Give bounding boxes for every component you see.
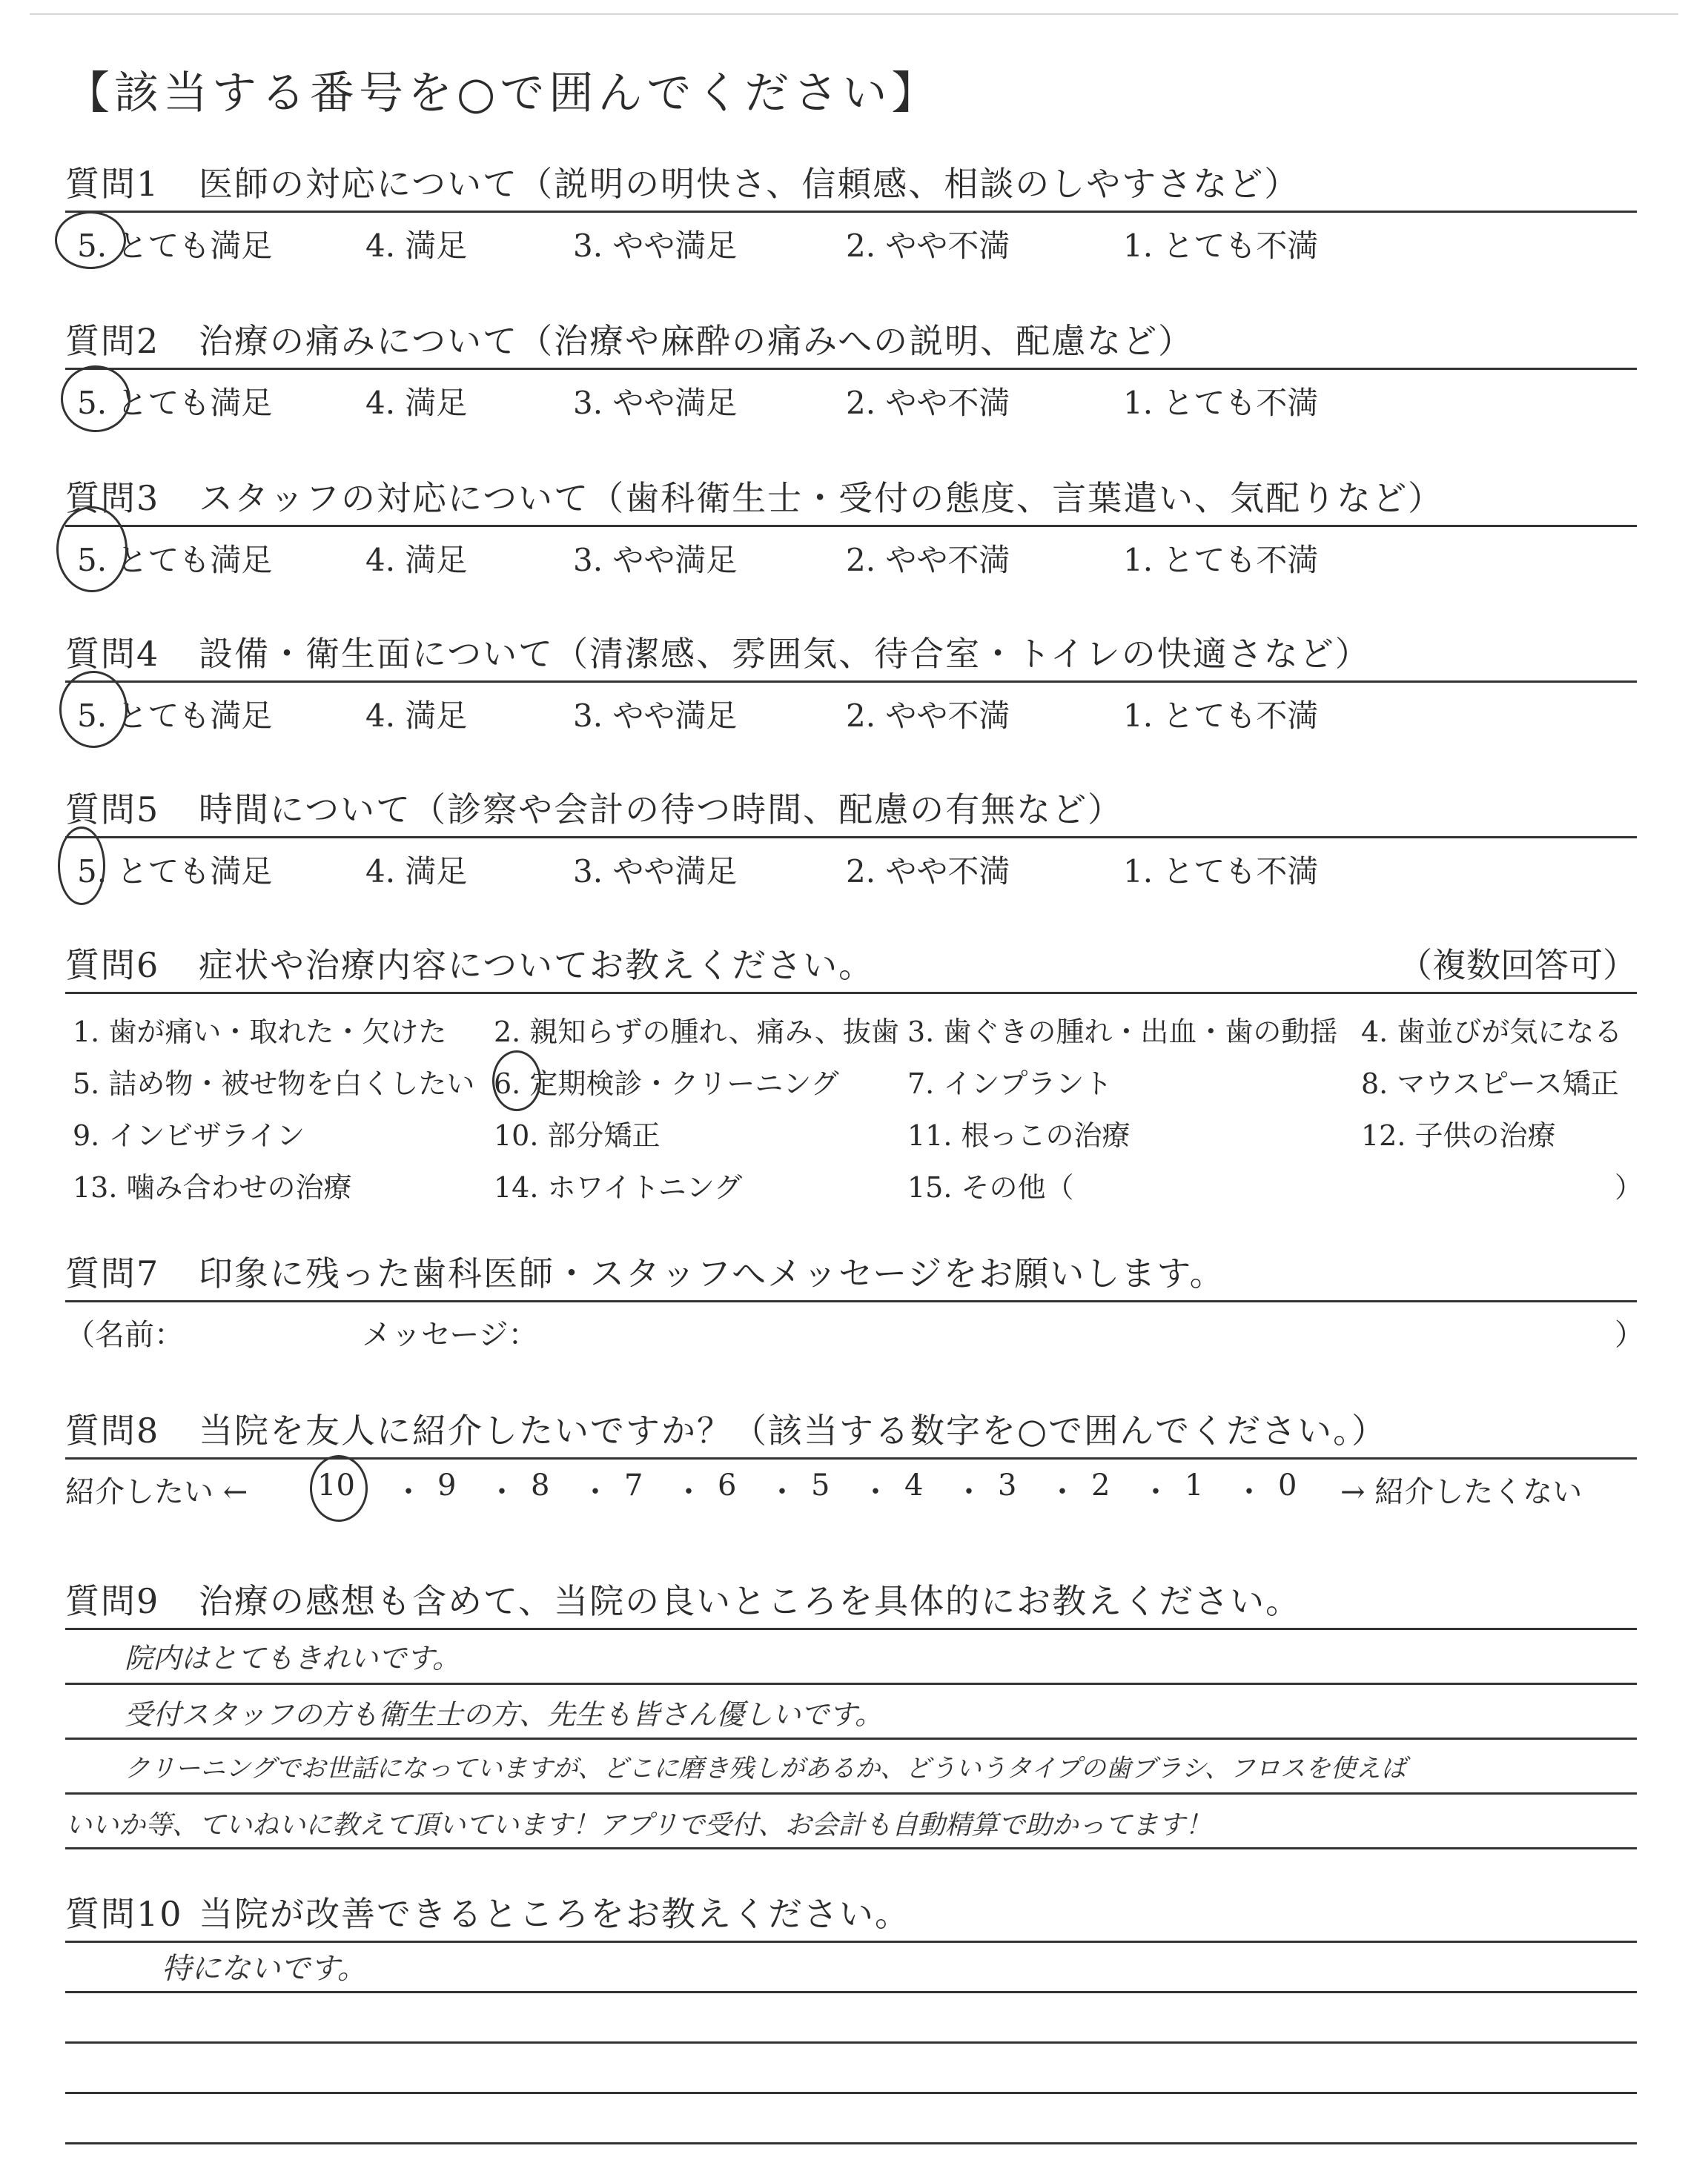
scan-edge	[30, 13, 1678, 15]
symptom-option[interactable]: 10. 部分矯正	[494, 1119, 661, 1152]
option-5[interactable]: 5. とても満足	[77, 385, 273, 421]
multiple-answer-note: （複数回答可）	[1398, 945, 1637, 985]
answer-line	[65, 1683, 1637, 1685]
symptom-option[interactable]: 1. 歯が痛い・取れた・欠けた	[73, 1016, 447, 1048]
symptom-option[interactable]: 2. 親知らずの腫れ、痛み、抜歯	[494, 1016, 899, 1048]
scale-dot: ・	[580, 1475, 610, 1509]
question-7	[65, 1247, 1644, 1354]
option-3[interactable]: 3. やや満足	[573, 228, 738, 264]
answer-line	[65, 1941, 1637, 1943]
question-number: 質問6	[65, 945, 160, 985]
handwritten-answer-line: 特にないです。	[162, 1952, 367, 1986]
scale-left-label: 紹介したい ←	[65, 1475, 248, 1509]
answer-line	[65, 2142, 1637, 2144]
scale-dot: ・	[1234, 1475, 1264, 1509]
answer-line	[65, 1847, 1637, 1849]
selection-circle	[59, 671, 128, 748]
scale-right-label: → 紹介したくない	[1340, 1475, 1583, 1509]
other-close-paren: ）	[1615, 1171, 1644, 1204]
rating-options	[65, 527, 1637, 586]
option-2[interactable]: 2. やや不満	[846, 698, 1010, 734]
question-text: 当院を友人に紹介したいですか？（該当する数字を○で囲んでください。）	[199, 1411, 1388, 1451]
scale-dot: ・	[954, 1475, 984, 1509]
question-text: 医師の対応について（説明の明快さ、信頼感、相談のしやすさなど）	[199, 164, 1300, 204]
symptom-option[interactable]: 11. 根っこの治療	[907, 1119, 1131, 1152]
question-number: 質問5	[65, 789, 160, 829]
answer-line	[65, 1628, 1637, 1630]
answer-line	[65, 2092, 1637, 2094]
scale-5[interactable]: 5	[811, 1468, 830, 1503]
scale-dot: ・	[674, 1475, 704, 1509]
scale-dot: ・	[861, 1475, 890, 1509]
symptom-option[interactable]: 9. インビザライン	[73, 1119, 305, 1152]
scale-dot: ・	[767, 1475, 797, 1509]
answer-line	[65, 1991, 1637, 1993]
question-3	[65, 471, 1637, 586]
question-1	[65, 157, 1637, 272]
option-5[interactable]: 5. とても満足	[77, 542, 273, 578]
question-text: 時間について（診察や会計の待つ時間、配慮の有無など）	[199, 789, 1124, 829]
handwritten-answer-line: 院内はとてもきれいです。	[125, 1642, 460, 1675]
answer-line	[65, 1738, 1637, 1740]
scale-dot: ・	[1047, 1475, 1077, 1509]
symptom-option[interactable]: 7. インプラント	[907, 1067, 1113, 1100]
scale-7[interactable]: 7	[624, 1468, 643, 1503]
question-2	[65, 314, 1637, 429]
scale-dot: ・	[394, 1475, 423, 1509]
question-number: 質問7	[65, 1253, 160, 1294]
answer-line	[65, 1792, 1637, 1795]
option-1[interactable]: 1. とても不満	[1123, 853, 1319, 890]
question-8	[65, 1404, 1637, 1519]
symptom-option[interactable]: 4. 歯並びが気になる	[1361, 1016, 1623, 1048]
option-4[interactable]: 4. 満足	[365, 542, 468, 578]
question-4	[65, 627, 1637, 742]
question-text: 症状や治療内容についてお教えください。	[199, 945, 875, 985]
option-5[interactable]: 5. とても満足	[77, 698, 273, 734]
option-5[interactable]: 5. とても満足	[77, 228, 273, 264]
option-1[interactable]: 1. とても不満	[1123, 542, 1319, 578]
question-number: 質問1	[65, 164, 160, 204]
handwritten-answer-line: クリーニングでお世話になっていますが、どこに磨き残しがあるか、どういうタイプの歯ブラシ、フロスを使えば	[125, 1754, 1406, 1783]
question-number: 質問3	[65, 478, 160, 518]
option-3[interactable]: 3. やや満足	[573, 542, 738, 578]
scale-8[interactable]: 8	[531, 1468, 550, 1503]
question-number: 質問4	[65, 634, 160, 674]
scale-0[interactable]: 0	[1278, 1468, 1297, 1503]
option-2[interactable]: 2. やや不満	[846, 542, 1010, 578]
name-label: （名前：	[65, 1318, 184, 1352]
option-1[interactable]: 1. とても不満	[1123, 698, 1319, 734]
option-1[interactable]: 1. とても不満	[1123, 385, 1319, 421]
scale-3[interactable]: 3	[998, 1468, 1017, 1503]
scale-9[interactable]: 9	[437, 1468, 457, 1503]
rating-options	[65, 213, 1637, 272]
page-title: 【該当する番号を○で囲んでください】	[65, 67, 941, 119]
answer-area	[65, 1941, 1637, 2163]
scale-2[interactable]: 2	[1091, 1468, 1110, 1503]
symptom-options	[65, 994, 1644, 1204]
symptom-option[interactable]: 6. 定期検診・クリーニング	[494, 1067, 839, 1100]
message-label: メッセージ：	[362, 1318, 538, 1352]
selection-circle	[58, 827, 105, 905]
message-row	[65, 1302, 1644, 1354]
symptom-option[interactable]: 14. ホワイトニング	[494, 1171, 743, 1204]
scale-1[interactable]: 1	[1185, 1468, 1204, 1503]
question-number: 質問8	[65, 1411, 160, 1451]
handwritten-answer-line: 受付スタッフの方も衛生士の方、先生も皆さん優しいです。	[125, 1698, 883, 1731]
question-6	[65, 938, 1644, 1204]
symptom-option[interactable]: 5. 詰め物・被せ物を白くしたい	[73, 1067, 475, 1100]
option-4[interactable]: 4. 満足	[365, 698, 468, 734]
answer-line	[65, 2041, 1637, 2044]
scale-4[interactable]: 4	[904, 1468, 924, 1503]
rating-options	[65, 838, 1637, 898]
rating-options	[65, 683, 1637, 742]
rating-options	[65, 370, 1637, 429]
other-option[interactable]: 15. その他（	[907, 1171, 1074, 1204]
option-4[interactable]: 4. 満足	[365, 385, 468, 421]
scale-6[interactable]: 6	[718, 1468, 737, 1503]
answer-area	[65, 1628, 1637, 1895]
handwritten-answer-line: いいか等、ていねいに教えて頂いています！アプリで受付、お会計も自動精算で助かってます！	[65, 1810, 1212, 1841]
symptom-option[interactable]: 3. 歯ぐきの腫れ・出血・歯の動揺	[907, 1016, 1338, 1048]
question-text: 当院が改善できるところをお教えください。	[199, 1894, 910, 1934]
question-number: 質問2	[65, 321, 160, 361]
option-2[interactable]: 2. やや不満	[846, 385, 1010, 421]
selection-circle	[61, 365, 130, 432]
question-5	[65, 783, 1637, 898]
option-2[interactable]: 2. やや不満	[846, 853, 1010, 890]
selection-circle	[492, 1050, 541, 1111]
recommend-scale	[65, 1460, 1637, 1519]
selection-circle	[310, 1455, 368, 1522]
question-text: 治療の痛みについて（治療や麻酔の痛みへの説明、配慮など）	[199, 321, 1194, 361]
option-3[interactable]: 3. やや満足	[573, 385, 738, 421]
option-2[interactable]: 2. やや不満	[846, 228, 1010, 264]
option-1[interactable]: 1. とても不満	[1123, 228, 1319, 264]
option-4[interactable]: 4. 満足	[365, 228, 468, 264]
symptom-option[interactable]: 12. 子供の治療	[1361, 1119, 1556, 1152]
close-paren: ）	[1615, 1318, 1644, 1352]
question-number: 質問10	[65, 1894, 183, 1934]
symptom-option[interactable]: 13. 噛み合わせの治療	[73, 1171, 352, 1204]
question-text: 設備・衛生面について（清潔感、雰囲気、待合室・トイレの快適さなど）	[199, 634, 1371, 674]
option-5[interactable]: 5. とても満足	[77, 853, 273, 890]
question-text: 治療の感想も含めて、当院の良いところを具体的にお教えください。	[199, 1581, 1302, 1621]
option-3[interactable]: 3. やや満足	[573, 698, 738, 734]
option-4[interactable]: 4. 満足	[365, 853, 468, 890]
question-10	[65, 1887, 1637, 2163]
symptom-option[interactable]: 8. マウスピース矯正	[1361, 1067, 1619, 1100]
selection-circle	[55, 211, 126, 269]
selection-circle	[56, 506, 128, 592]
question-9	[65, 1574, 1637, 1895]
question-text: スタッフの対応について（歯科衛生士・受付の態度、言葉遣い、気配りなど）	[199, 478, 1444, 518]
question-number: 質問9	[65, 1581, 160, 1621]
scale-10[interactable]: 10	[317, 1468, 355, 1503]
scale-dot: ・	[487, 1475, 517, 1509]
scale-dot: ・	[1141, 1475, 1171, 1509]
option-3[interactable]: 3. やや満足	[573, 853, 738, 890]
question-text: 印象に残った歯科医師・スタッフへメッセージをお願いします。	[199, 1253, 1225, 1294]
